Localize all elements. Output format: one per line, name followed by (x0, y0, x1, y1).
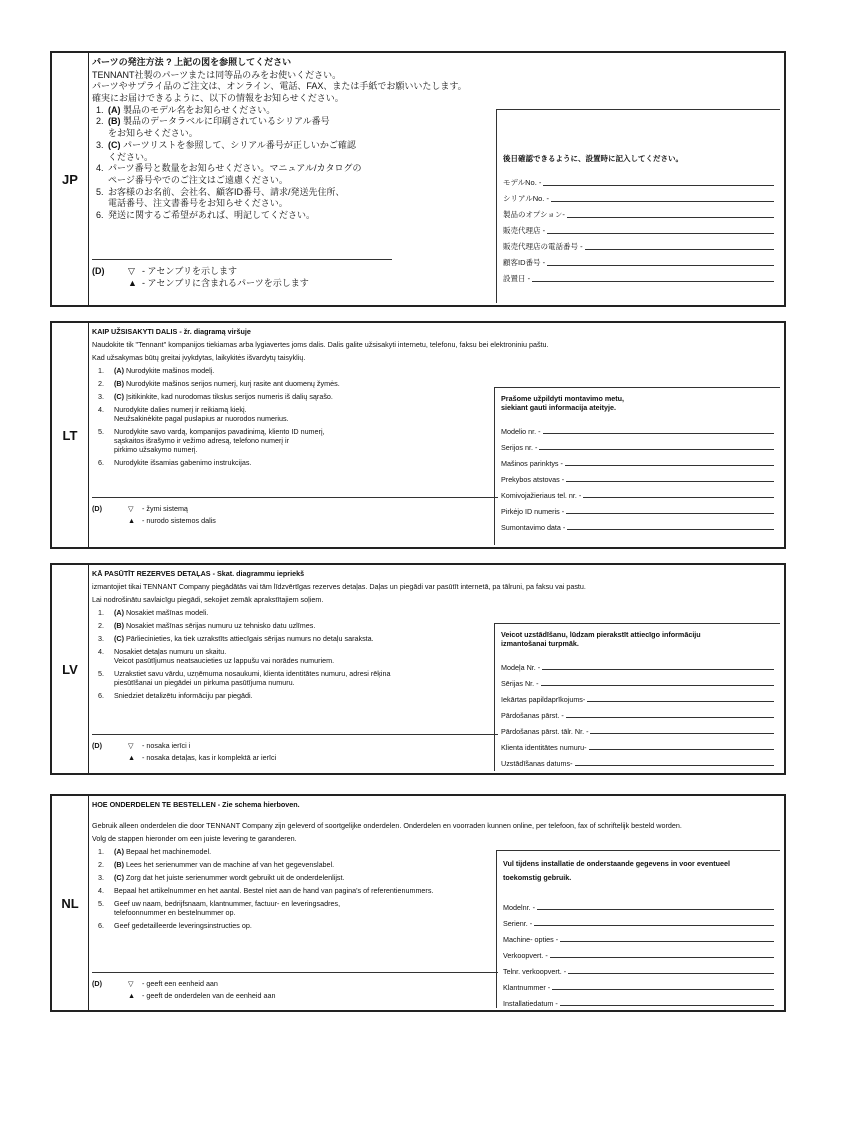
form-field[interactable]: Telnr. verkoopvert. - (503, 960, 774, 976)
form-field[interactable]: Serienr. - (503, 912, 774, 928)
install-form (494, 623, 780, 771)
intro-paragraph: Volg de stappen hieronder om een juiste levering te garanderen. (92, 834, 297, 843)
step-item: 4. Bepaal het artikelnummer en het aantal. Bestel niet aan de hand van pagina's of referentienummers. (98, 886, 434, 895)
form-field[interactable]: Pārdošanas pārst. tālr. Nr. - (501, 720, 774, 736)
open-triangle-icon: ▽ (128, 266, 135, 276)
step-item: 5. Geef uw naam, bedrijfsnaam, klantnummer, factuur- en leveringsadres, telefoonnummer en bestelnummer op. (98, 899, 341, 917)
language-code: LT (52, 323, 89, 547)
step-item: 2. (B) Nosakiet mašīnas sērijas numuru uz tehnisko datu uzlīmes. (98, 621, 316, 630)
step-item: 4. パーツ番号と数量をお知らせください。マニュアル/カタログの ページ番号やでのご注文はご遠慮ください。 (96, 163, 362, 185)
form-field[interactable]: Modelnr. - (503, 896, 774, 912)
form-field[interactable]: Klienta identitātes numuru- (501, 736, 774, 752)
intro-paragraph: Lai nodrošinātu savlaicīgu piegādi, sekojiet zemāk aprakstītajiem soļiem. (92, 595, 324, 604)
form-field[interactable]: Installatiedatum - (503, 992, 774, 1008)
filled-triangle-icon: ▲ (128, 516, 136, 525)
intro-paragraph: Kad užsakymas būtų greitai įvykdytas, laikykitės išvardytų taisyklių. (92, 353, 306, 362)
section-content (92, 57, 780, 303)
step-item: 4. Nosakiet detaļas numuru un skaitu. Veicot pasūtījumus neatsaucieties uz lappušu vai norādes numuriem. (98, 647, 335, 665)
form-field[interactable]: Machine- opties - (503, 928, 774, 944)
form-field[interactable]: 販売代理店 - (503, 220, 774, 236)
step-item: 2. (B) Lees het serienummer van de machine af van het gegevenslabel. (98, 860, 335, 869)
open-triangle-icon: ▽ (128, 504, 134, 513)
step-item: 5. お客様のお名前、会社名、顧客ID番号、請求/発送先住所、 電話番号、注文書番号をお知らせください。 (96, 186, 345, 209)
step-item: 1. (A) 製品のモデル名をお知らせください。 (96, 104, 276, 115)
form-field[interactable]: Serijos nr. - (501, 436, 774, 452)
step-item: 1. (A) Nosakiet mašīnas modeli. (98, 608, 209, 617)
step-item: 5. Uzrakstiet savu vārdu, uzņēmuma nosaukumi, klienta identitātes numuru, adresi rēķina piesūtīšanai un piegādei un pirkuma pasūtījuma numuru. (98, 669, 391, 687)
open-triangle-icon: ▽ (128, 741, 134, 750)
section-title: KĀ PASŪTĪT REZERVES DETAĻAS - Skat. diagrammu iepriekš (92, 569, 305, 578)
intro-paragraph: Gebruik alleen onderdelen die door TENNANT Company zijn geleverd of soortgelijke onderdelen. Onderdelen en voorraden kunnen online, per telefoon, fax of schriftelijk besteld worden. (92, 821, 682, 830)
intro-paragraph: 確実にお届けできるように、以下の情報をお知らせください。 (92, 93, 344, 104)
step-item: 5. Nurodykite savo vardą, kompanijos pavadinimą, kliento ID numerį, sąskaitos išrašymo ir vežimo adresą, telefono numerį ir pirkimo užsakymo numerį. (98, 427, 325, 454)
form-field[interactable]: Modelio nr. - (501, 420, 774, 436)
form-field[interactable]: Sumontavimo data - (501, 516, 774, 532)
section-title: パーツの発注方法 ? 上記の図を参照してください (92, 57, 292, 67)
section-content (92, 800, 780, 1008)
section-content (92, 569, 780, 771)
step-item: 6. 発送に関するご希望があれば、明記してください。 (96, 209, 316, 220)
form-field[interactable]: 製品のオプション- (503, 204, 774, 220)
intro-paragraph: Naudokite tik "Tennant" kompanijos tiekiamas arba lygiavertes joms dalis. Dalis galite užsisakyti internetu, telefonu, faksu bei elektroniniu paštu. (92, 340, 549, 349)
intro-paragraph: パーツやサプライ品のご注文は、オンライン、電話、FAX、または手紙でお願いいたします。 (92, 81, 467, 92)
step-item: 4. Nurodykite dalies numerį ir reikiamą kiekį. Neužsakinėkite pagal puslapius ar nuorodos numerius. (98, 405, 289, 423)
form-field[interactable]: Sērijas Nr. - (501, 672, 774, 688)
section-lv (50, 563, 786, 775)
legend: (D) ▽ - アセンブリを示します ▲ - アセンブリに含まれるパーツを示します (92, 259, 392, 290)
open-triangle-icon: ▽ (128, 979, 134, 988)
form-title: Vul tijdens installatie de onderstaande gegevens in voor eventueel toekomstig gebruik. (503, 859, 731, 883)
legend: (D) ▽ - nosaka ierīci i ▲ - nosaka detaļas, kas ir komplektā ar ierīci (92, 734, 498, 765)
step-item: 6. Geef gedetailleerde leveringsinstructies op. (98, 921, 252, 930)
form-field[interactable]: Uzstādīšanas datums- (501, 752, 774, 768)
section-nl (50, 794, 786, 1012)
step-item: 2. (B) 製品のデータラベルに印刷されているシリアル番号 をお知らせください。 (96, 116, 330, 139)
legend: (D) ▽ - žymi sistemą ▲ - nurodo sistemos dalis (92, 497, 498, 528)
step-item: 6. Nurodykite išsamias gabenimo instrukcijas. (98, 458, 252, 467)
form-field[interactable]: Pirkėjo ID numeris - (501, 500, 774, 516)
form-field[interactable]: 販売代理店の電話番号 - (503, 236, 774, 252)
install-form (494, 387, 780, 545)
section-title: KAIP UŽSISAKYTI DALIS - žr. diagramą viršuje (92, 327, 251, 336)
intro-paragraph: izmantojiet tikai TENNANT Company piegādātās vai tām līdzvērtīgas rezerves detaļas. Daļas un piegādi var pasūtīt internetā, pa tālruni, pa faksu vai pastu. (92, 582, 586, 591)
step-item: 1. (A) Nurodykite mašinos modelį. (98, 366, 215, 375)
filled-triangle-icon: ▲ (128, 991, 136, 1000)
step-item: 2. (B) Nurodykite mašinos serijos numerį, kurį rasite ant duomenų žymės. (98, 379, 340, 388)
step-item: 3. (C) Zorg dat het juiste serienummer wordt gebruikt uit de onderdelenlijst. (98, 873, 345, 882)
step-item: 3. (C) Pārliecinieties, ka tiek uzrakstīts attiecīgais sērijas numurs no detaļu saraksta. (98, 634, 374, 643)
form-field[interactable]: シリアルNo. - (503, 188, 774, 204)
step-item: 3. (C) Įsitikinkite, kad nurodomas tikslus serijos numeris iš dalių sąrašo. (98, 392, 333, 401)
section-jp (50, 51, 786, 307)
legend: (D) ▽ - geeft een eenheid aan ▲ - geeft de onderdelen van de eenheid aan (92, 972, 498, 1003)
form-field[interactable]: 設置日 - (503, 268, 774, 284)
install-form (496, 850, 780, 1008)
form-title: Veicot uzstādīšanu, lūdzam pierakstīt attiecīgo informāciju izmantošanai turpmāk. (501, 630, 701, 648)
form-title: 後日確認できるように、設置時に記入してください。 (503, 154, 683, 163)
filled-triangle-icon: ▲ (128, 753, 136, 762)
form-field[interactable]: 顧客ID番号 - (503, 252, 774, 268)
language-code: JP (52, 53, 89, 305)
step-item: 1. (A) Bepaal het machinemodel. (98, 847, 212, 856)
form-title: Prašome užpildyti montavimo metu, siekiant gauti informacija ateityje. (501, 394, 625, 412)
section-content (92, 327, 780, 545)
form-field[interactable]: Prekybos atstovas - (501, 468, 774, 484)
step-item: 3. (C) パーツリストを参照して、シリアル番号が正しいかご確認 ください。 (96, 139, 356, 162)
intro-paragraph: TENNANT社製のパーツまたは同等品のみをお使いください。 (92, 69, 342, 80)
form-field[interactable]: Klantnummer - (503, 976, 774, 992)
section-lt (50, 321, 786, 549)
section-title: HOE ONDERDELEN TE BESTELLEN - Zie schema hierboven. (92, 800, 300, 809)
language-code: NL (52, 796, 89, 1010)
form-field[interactable]: モデルNo. - (503, 172, 774, 188)
form-field[interactable]: Iekārtas papildaprīkojums- (501, 688, 774, 704)
step-item: 6. Sniedziet detalizētu informāciju par piegādi. (98, 691, 253, 700)
install-form (496, 109, 780, 303)
filled-triangle-icon: ▲ (128, 278, 137, 288)
form-field[interactable]: Verkoopvert. - (503, 944, 774, 960)
form-field[interactable]: Komivojažieriaus tel. nr. - (501, 484, 774, 500)
form-field[interactable]: Pārdošanas pārst. - (501, 704, 774, 720)
language-code: LV (52, 565, 89, 773)
form-field[interactable]: Modeļa Nr. - (501, 656, 774, 672)
form-field[interactable]: Mašinos parinktys - (501, 452, 774, 468)
